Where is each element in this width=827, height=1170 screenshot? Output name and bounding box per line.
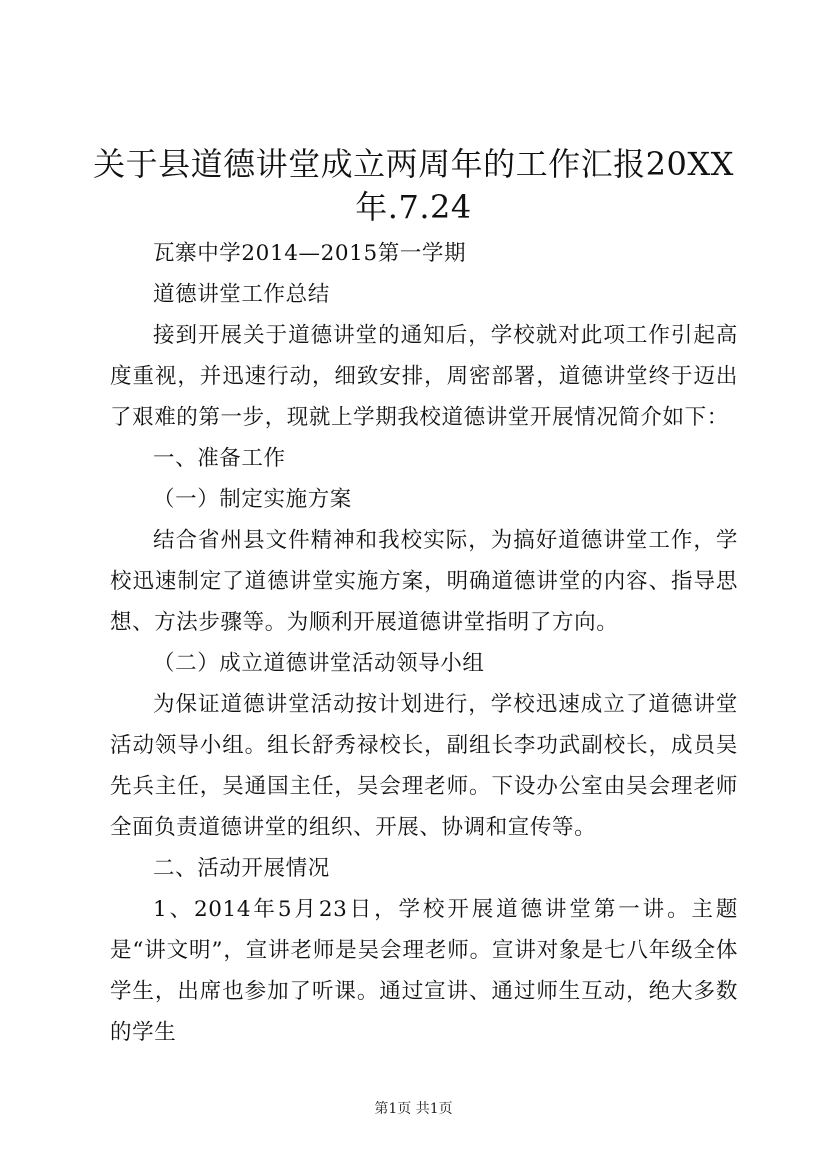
school-semester-line: 瓦寨中学2014—2015第一学期 xyxy=(153,241,467,266)
intro-paragraph: 接到开展关于道德讲堂的通知后，学校就对此项工作引起高度重视，并迅速行动，细致安排，周密部署，道德讲堂终于迈出了艰难的第一步，现就上学期我校道德讲堂开展情况简介如下： xyxy=(110,323,738,430)
plan-paragraph: 结合省州县文件精神和我校实际，为搞好道德讲堂工作，学校迅速制定了道德讲堂实施方案，明确道德讲堂的内容、指导思想、方法步骤等。为顺利开展道德讲堂指明了方向。 xyxy=(110,528,738,635)
page-footer: 第1页 共1页 xyxy=(374,1101,453,1117)
leadership-paragraph: 为保证道德讲堂活动按计划进行，学校迅速成立了道德讲堂活动领导小组。组长舒秀禄校长，副组长李功武副校长，成员吴先兵主任，吴通国主任，吴会理老师。下设办公室由吴会理老师全面负责道德讲堂的组织、开展、协调和宣传等。 xyxy=(110,692,738,840)
document-body xyxy=(110,233,738,1053)
activity-paragraph: 1、2014年5月23日，学校开展道德讲堂第一讲。主题是“讲文明”，宣讲老师是吴会理老师。宣讲对象是七八年级全体学生，出席也参加了听课。通过宣讲、通过师生互动，绝大多数的学生 xyxy=(110,897,738,1045)
section-heading-activities: 二、活动开展情况 xyxy=(153,856,330,881)
subsection-heading-plan: （一）制定实施方案 xyxy=(153,487,352,512)
summary-heading: 道德讲堂工作总结 xyxy=(153,282,330,307)
subsection-heading-leadership: （二）成立道德讲堂活动领导小组 xyxy=(153,651,485,676)
document-title: 关于县道德讲堂成立两周年的工作汇报20XX年.7.24 xyxy=(93,145,734,226)
section-heading-preparation: 一、准备工作 xyxy=(153,446,286,471)
